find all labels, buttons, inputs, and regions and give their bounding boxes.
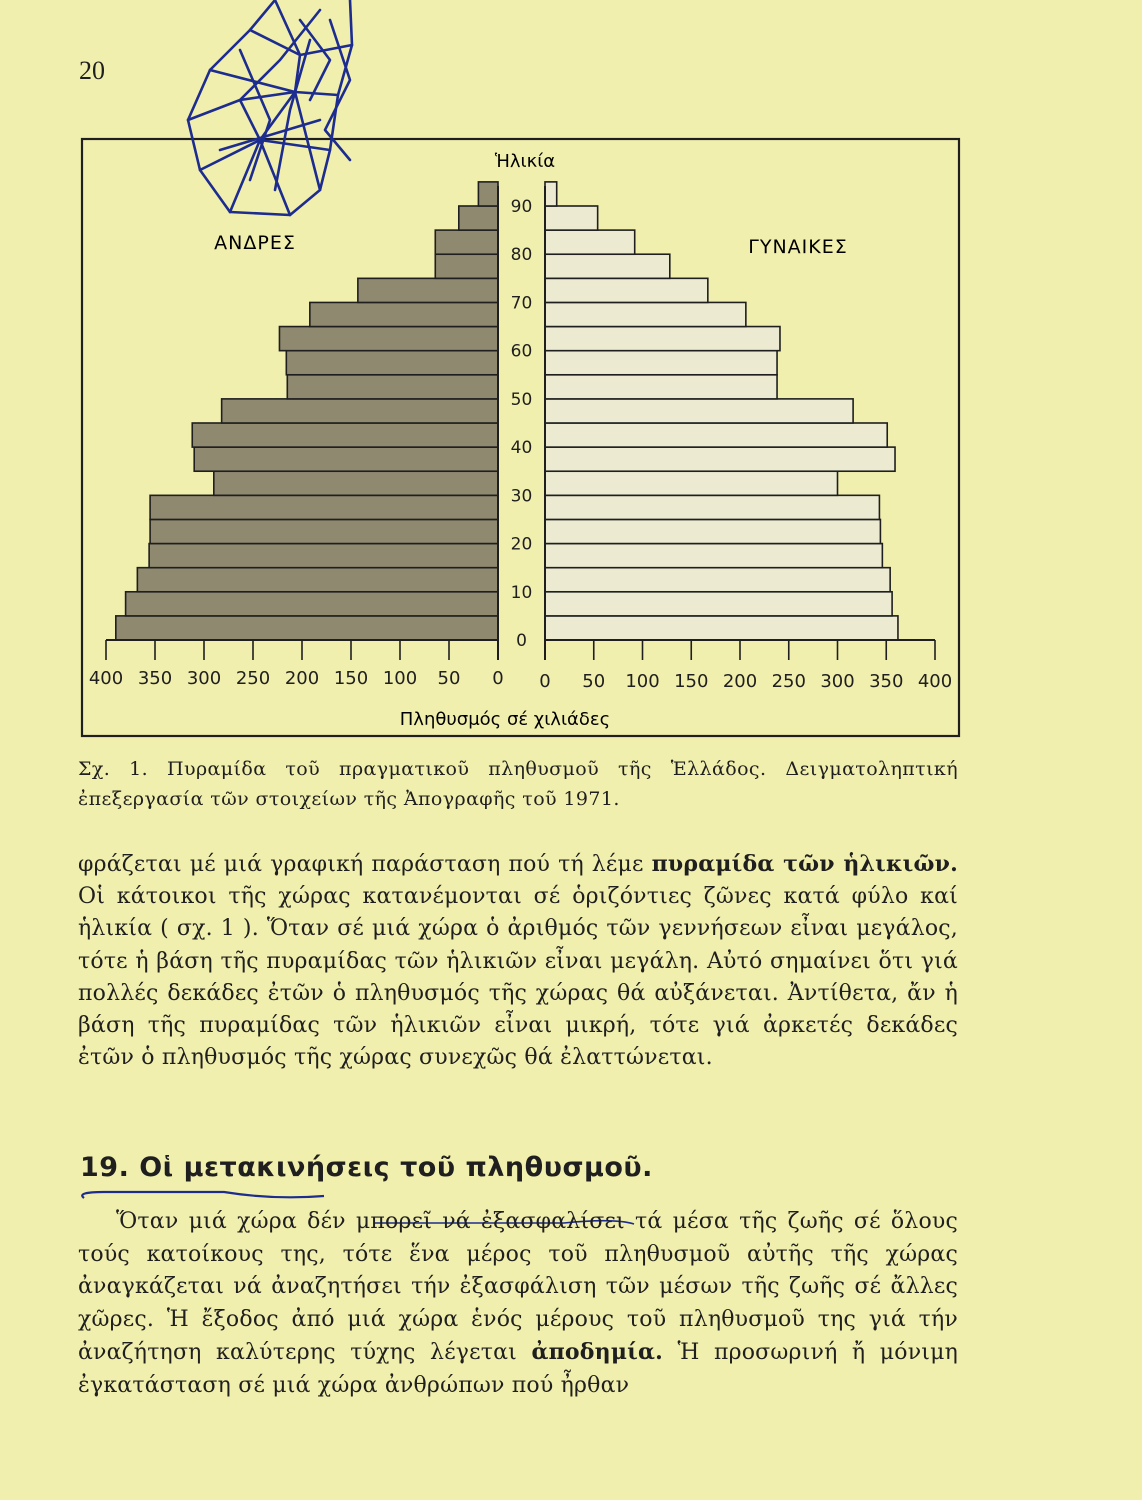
age-tick-label: 40 — [510, 438, 533, 459]
pen-scribble-drawing — [180, 0, 360, 225]
male-x-tick-label: 100 — [382, 668, 418, 689]
female-bar-10-14 — [545, 568, 890, 592]
female-x-tick-label: 400 — [917, 671, 953, 692]
female-bar-60-64 — [545, 327, 780, 351]
female-x-tick-label: 250 — [771, 671, 806, 692]
male-bar-65-69 — [310, 302, 498, 326]
paragraph-emigration — [78, 1206, 958, 1403]
male-x-tick-label: 0 — [492, 668, 504, 689]
male-x-tick-label: 300 — [186, 668, 222, 689]
male-bar-45-49 — [222, 399, 498, 423]
male-bar-30-34 — [214, 471, 498, 495]
male-bar-90+ — [478, 182, 498, 206]
y-axis-label: Ἡλικία — [494, 151, 556, 172]
male-bars — [116, 182, 498, 640]
female-x-tick-label: 150 — [674, 671, 709, 692]
female-x-tick-label: 0 — [539, 671, 551, 692]
age-tick-label: 20 — [510, 534, 533, 555]
x-axis-label: Πληθυσμός σέ χιλιάδες — [399, 709, 611, 730]
female-bar-45-49 — [545, 399, 853, 423]
paragraph2-text-start: Ὅταν μιά χώρα δέν μπορεῖ νά ἐξασφαλίσει τά μέσα τῆς ζωῆς σέ ὅλους τούς κατοίκους της, τότε ἕνα μέρος τοῦ πληθυσμοῦ αὐτῆς τῆς χώρας ἀναγκάζεται νά ἀναζητήσει τήν ἐξασφάλιση τῶν μέσων τῆς ζωῆς σέ ἄλλες χῶρες. Ἡ ἔξοδος ἀπό μιά χώρα ἑνός μέρους τοῦ πληθυσμοῦ της γιά τήν ἀναζήτηση καλύτερης τύχης λέγεται — [78, 1209, 958, 1366]
male-bar-10-14 — [137, 568, 498, 592]
male-bar-20-24 — [150, 519, 498, 543]
male-bar-55-59 — [286, 351, 498, 375]
male-bar-70-74 — [358, 278, 498, 302]
female-bar-35-39 — [545, 447, 895, 471]
male-bar-80-84 — [435, 230, 498, 254]
age-tick-label: 60 — [510, 341, 533, 362]
female-bar-90+ — [545, 182, 557, 206]
figure-caption: Σχ. 1. Πυραμίδα τοῦ πραγματικοῦ πληθυσμοῦ τῆς Ἑλλάδος. Δειγματοληπτική ἐπεξεργασία τῶν στοιχείων τῆς Ἀπογραφῆς τοῦ 1971. — [78, 758, 958, 810]
female-label: ΓΥΝΑΙΚΕΣ — [748, 236, 848, 258]
male-x-tick-label: 350 — [137, 668, 173, 689]
female-x-tick-label: 50 — [582, 671, 606, 692]
male-x-tick-label: 250 — [235, 668, 271, 689]
male-bar-50-54 — [287, 375, 498, 399]
female-bar-25-29 — [545, 495, 879, 519]
female-bar-5-9 — [545, 592, 892, 616]
female-bar-80-84 — [545, 230, 635, 254]
female-bar-30-34 — [545, 471, 838, 495]
female-bar-50-54 — [545, 375, 777, 399]
paragraph-age-pyramid — [78, 848, 958, 1074]
male-bar-25-29 — [150, 495, 498, 519]
male-x-tick-label: 50 — [437, 668, 461, 689]
section-heading: 19. Οἱ μετακινήσεις τοῦ πληθυσμοῦ. — [80, 1152, 653, 1183]
paragraph1-text-end: Οἱ κάτοικοι τῆς χώρας κατανέμονται σέ ὁριζόντιες ζῶνες κατά φύλο καί ἡλικία ( σχ. 1 ). Ὅταν σέ μιά χώρα ὁ ἀριθμός τῶν γεννήσεων εἶναι μεγάλος, τότε ἡ βάση τῆς πυραμίδας τῶν ἡλικιῶν εἶναι μεγάλη. Αὐτό σημαίνει ὅτι γιά πολλές δεκάδες ἐτῶν ὁ πληθυσμός τῆς χώρας θά αὐξάνεται. Ἀντίθετα, ἄν ἡ βάση τῆς πυραμίδας τῶν ἡλικιῶν εἶναι μικρή, τότε γιά ἀρκετές δεκάδες ἐτῶν ὁ πληθυσμός τῆς χώρας συνεχῶς θά ἐλαττώνεται. — [78, 884, 958, 1071]
male-bar-5-9 — [126, 592, 498, 616]
male-x-tick-label: 400 — [88, 668, 124, 689]
female-x-tick-label: 200 — [722, 671, 758, 692]
male-label: ΑΝΔΡΕΣ — [214, 232, 296, 254]
paragraph1-bold-term: πυραμίδα τῶν ἡλικιῶν. — [651, 851, 958, 877]
female-bar-40-44 — [545, 423, 887, 447]
female-bar-85-89 — [545, 206, 598, 230]
age-tick-label: 90 — [510, 197, 533, 217]
male-bar-75-79 — [435, 254, 498, 278]
female-bar-0-4 — [545, 616, 898, 640]
female-bar-20-24 — [545, 519, 880, 543]
age-tick-label: 80 — [510, 245, 533, 266]
paragraph2-text-end: Ἡ προσωρινή ἤ μόνιμη ἐγκατάσταση σέ μιά χώρα ἀνθρώπων πού ἦρθαν — [78, 1340, 958, 1398]
female-bar-65-69 — [545, 302, 746, 326]
age-tick-label: 50 — [510, 389, 533, 410]
age-tick-label: 0 — [516, 631, 527, 651]
male-bar-60-64 — [279, 327, 498, 351]
female-x-tick-label: 350 — [869, 671, 904, 692]
male-bar-0-4 — [116, 616, 498, 640]
male-x-tick-label: 150 — [333, 668, 369, 689]
page-number: 20 — [79, 56, 105, 85]
female-bar-55-59 — [545, 351, 777, 375]
male-bar-35-39 — [194, 447, 498, 471]
female-x-tick-label: 300 — [820, 671, 855, 692]
male-bar-85-89 — [459, 206, 498, 230]
paragraph2-bold-term: ἀποδημία. — [531, 1339, 663, 1366]
female-bar-75-79 — [545, 254, 670, 278]
female-bar-15-19 — [545, 544, 882, 568]
paragraph1-text-start: φράζεται μέ μιά γραφική παράσταση πού τή λέμε — [78, 852, 652, 877]
age-tick-label: 70 — [510, 293, 533, 314]
female-x-tick-label: 100 — [625, 671, 660, 692]
male-bar-40-44 — [192, 423, 498, 447]
age-tick-label: 10 — [510, 582, 533, 603]
female-bar-70-74 — [545, 278, 708, 302]
male-x-tick-label: 200 — [284, 668, 320, 689]
male-bar-15-19 — [149, 544, 498, 568]
age-tick-label: 30 — [510, 486, 533, 507]
